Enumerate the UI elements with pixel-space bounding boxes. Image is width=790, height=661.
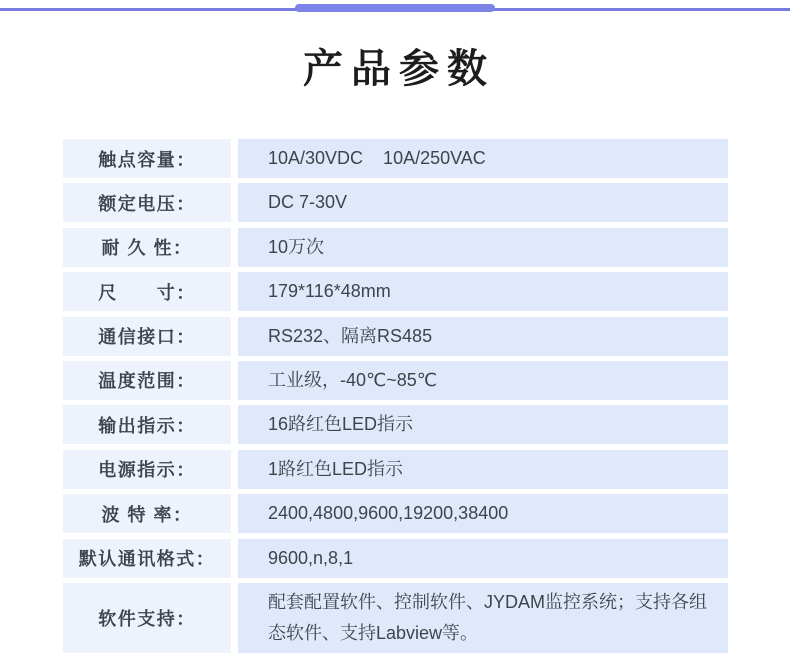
spec-label-text: 尺 寸： (98, 282, 196, 303)
spec-label-cell (63, 494, 231, 533)
spec-label-text: 软件支持： (98, 608, 196, 629)
spec-label-text: 通信接口： (98, 327, 196, 348)
table-row (63, 361, 728, 400)
product-parameters-page (0, 8, 790, 653)
spec-label-cell (63, 405, 231, 444)
spec-label-cell (63, 583, 231, 653)
page-title: 产品参数 (303, 47, 495, 91)
spec-label-text: 输出指示： (98, 415, 196, 436)
spec-value-cell (238, 494, 728, 533)
spec-label-cell (63, 450, 231, 489)
table-row (63, 405, 728, 444)
spec-label-cell (63, 317, 231, 356)
spec-label-text: 默认通讯格式： (78, 549, 216, 570)
table-row (63, 272, 728, 311)
spec-label-cell (63, 228, 231, 267)
spec-label-cell (63, 139, 231, 178)
spec-value-text: 配套配置软件、控制软件、JYDAM监控系统；支持各组态软件、支持Labview等。 (268, 591, 708, 643)
spec-value-cell (238, 139, 728, 178)
table-row (63, 228, 728, 267)
spec-label-cell (63, 183, 231, 222)
spec-label-cell (63, 539, 231, 578)
spec-value-text: 工业级，-40℃~85℃ (268, 369, 437, 390)
spec-value-text: DC 7-30V (268, 192, 348, 213)
spec-label-text: 额定电压： (98, 193, 196, 214)
spec-value-cell (238, 183, 728, 222)
spec-label-text: 耐 久 性： (101, 238, 193, 259)
spec-value-text: 16路红色LED指示 (268, 414, 414, 435)
spec-value-cell (238, 583, 728, 653)
spec-value-text: 1路红色LED指示 (268, 458, 404, 479)
table-row (63, 317, 728, 356)
spec-value-cell (238, 317, 728, 356)
spec-value-cell (238, 450, 728, 489)
spec-value-text: 10A/30VDC 10A/250VAC (268, 148, 486, 168)
spec-label-cell (63, 361, 231, 400)
spec-label-text: 温度范围： (98, 371, 196, 392)
table-row (63, 450, 728, 489)
spec-value-text: 179*116*48mm (268, 281, 391, 302)
table-row (63, 539, 728, 578)
spec-value-cell (238, 361, 728, 400)
table-row (63, 494, 728, 533)
spec-value-cell (238, 228, 728, 267)
spec-label-text: 触点容量： (98, 149, 196, 170)
spec-value-text: RS232、隔离RS485 (268, 325, 433, 346)
spec-table (63, 139, 728, 653)
spec-value-cell (238, 539, 728, 578)
spec-value-cell (238, 272, 728, 311)
spec-value-text: 10万次 (268, 236, 325, 257)
spec-label-text: 波 特 率： (101, 504, 193, 525)
spec-label-cell (63, 272, 231, 311)
top-divider-accent-bar (295, 4, 495, 12)
spec-value-text: 9600,n,8,1 (268, 547, 354, 568)
spec-value-text: 2400,4800,9600,19200,38400 (268, 503, 509, 524)
spec-value-cell (238, 405, 728, 444)
table-row (63, 139, 728, 178)
table-row (63, 183, 728, 222)
table-row (63, 583, 728, 653)
top-divider (0, 8, 790, 11)
spec-label-text: 电源指示： (98, 460, 196, 481)
